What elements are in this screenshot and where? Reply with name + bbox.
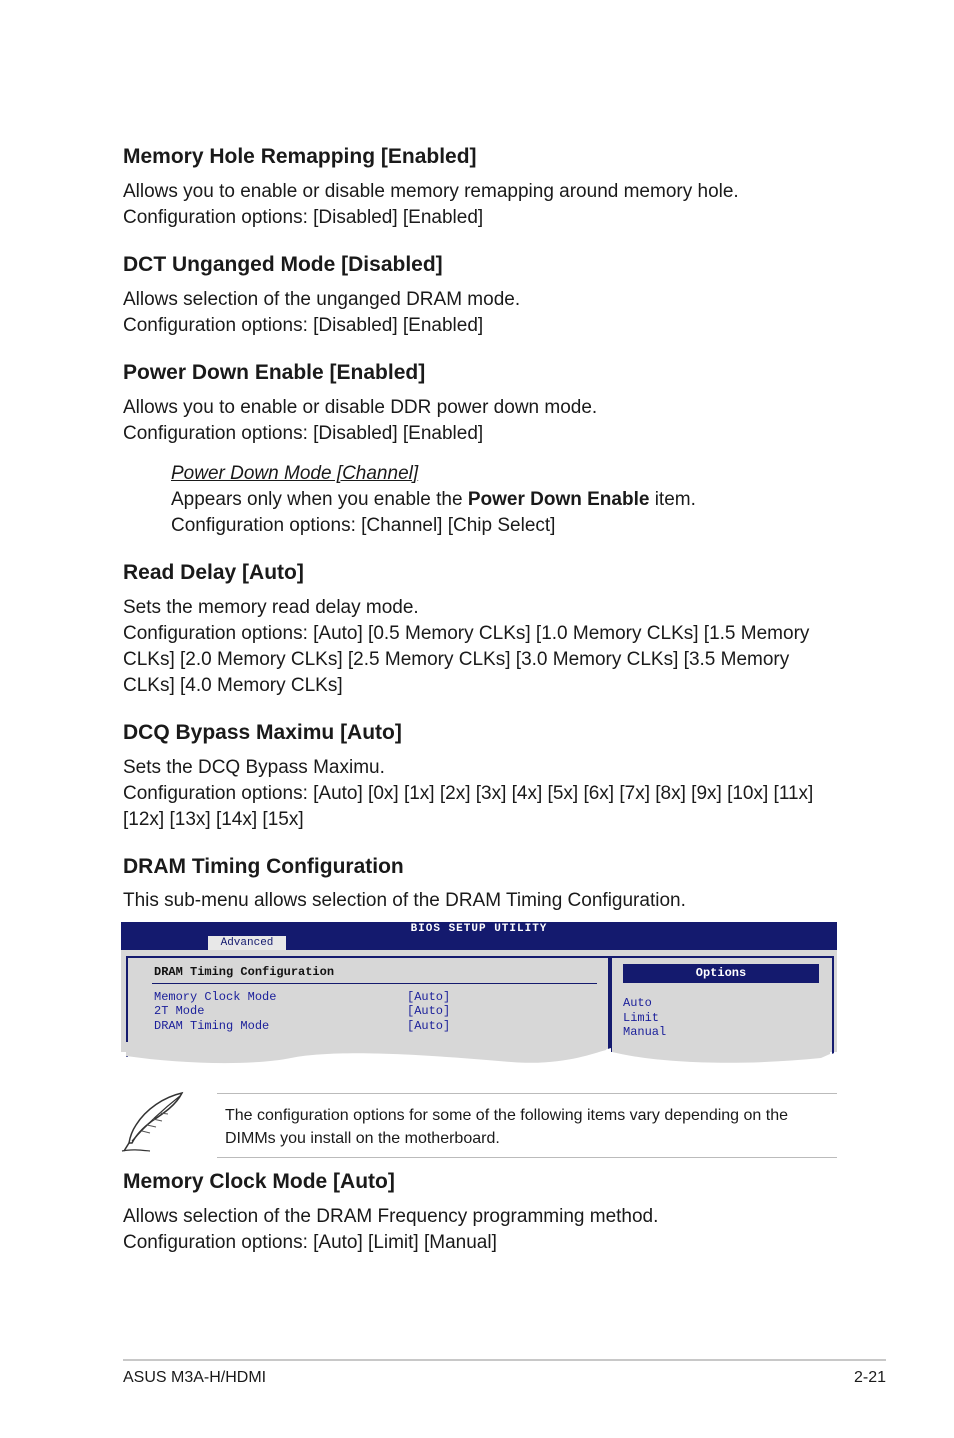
footer-rule bbox=[123, 1359, 886, 1361]
bios-title-bar bbox=[121, 922, 837, 950]
bios-item-memory-clock-mode[interactable]: Memory Clock Mode bbox=[154, 990, 277, 1004]
note-text bbox=[225, 1104, 788, 1150]
bios-item-value[interactable]: [Auto] bbox=[407, 990, 451, 1004]
paragraph-text: Sets the memory read delay mode. bbox=[123, 597, 419, 618]
bios-title: BIOS SETUP UTILITY bbox=[410, 923, 548, 935]
feather-pen-icon bbox=[120, 1091, 186, 1153]
bold-text-run: Power Down Enable bbox=[467, 489, 650, 510]
paragraph-text: Configuration options: [Auto] [0.5 Memory CLKs] [1.0 Memory CLKs] [1.5 Memory bbox=[123, 623, 810, 644]
paragraph-text: Allows you to enable or disable DDR power down mode. bbox=[123, 397, 598, 418]
paragraph-text: Configuration options: [Auto] [Limit] [Manual] bbox=[123, 1232, 497, 1253]
paragraph-text: This sub-menu allows selection of the DRAM Timing Configuration. bbox=[123, 890, 686, 911]
paragraph-text: CLKs] [2.0 Memory CLKs] [2.5 Memory CLKs] [3.0 Memory CLKs] [3.5 Memory bbox=[123, 649, 790, 670]
paragraph-text: CLKs] [4.0 Memory CLKs] bbox=[123, 675, 343, 696]
paragraph-text: Configuration options: [Channel] [Chip Select] bbox=[171, 515, 556, 536]
note-line-2: DIMMs you install on the motherboard. bbox=[225, 1130, 500, 1147]
paragraph-text: Configuration options: [Disabled] [Enabled] bbox=[123, 423, 484, 444]
bios-tab-advanced[interactable]: Advanced bbox=[208, 936, 286, 950]
paragraph-text bbox=[171, 487, 696, 513]
heading-dcq-bypass-maximu: DCQ Bypass Maximu [Auto] bbox=[123, 721, 402, 744]
text-run: Appears only when you enable the bbox=[171, 489, 468, 510]
paragraph-text: Sets the DCQ Bypass Maximu. bbox=[123, 757, 385, 778]
torn-edge-graphic bbox=[121, 1042, 837, 1082]
paragraph-text: Configuration options: [Disabled] [Enabled] bbox=[123, 207, 484, 228]
bios-item-value[interactable]: [Auto] bbox=[407, 1019, 451, 1033]
paragraph-text: [12x] [13x] [14x] [15x] bbox=[123, 809, 304, 830]
bios-item-2t-mode[interactable]: 2T Mode bbox=[154, 1004, 205, 1018]
heading-read-delay: Read Delay [Auto] bbox=[123, 561, 304, 584]
page-number: 2-21 bbox=[853, 1369, 886, 1386]
heading-dram-timing-configuration: DRAM Timing Configuration bbox=[123, 855, 404, 878]
paragraph-text: Configuration options: [Auto] [0x] [1x] [2x] [3x] [4x] [5x] [6x] [7x] [8x] [9x] [10x] [11x] bbox=[123, 783, 814, 804]
bios-item-dram-timing-mode[interactable]: DRAM Timing Mode bbox=[154, 1019, 270, 1033]
text-run: item. bbox=[649, 489, 696, 510]
bios-screenshot bbox=[121, 922, 837, 1082]
paragraph-text: Configuration options: [Disabled] [Enabled] bbox=[123, 315, 484, 336]
bios-panel-title: DRAM Timing Configuration bbox=[154, 965, 335, 979]
note-divider-bottom bbox=[217, 1157, 837, 1158]
heading-dct-unganged-mode: DCT Unganged Mode [Disabled] bbox=[123, 253, 443, 276]
bios-options-header: Options bbox=[623, 964, 819, 983]
bios-option-manual[interactable]: Manual bbox=[623, 1025, 667, 1039]
paragraph-text: Allows you to enable or disable memory remapping around memory hole. bbox=[123, 181, 739, 202]
bios-divider bbox=[152, 983, 597, 984]
subheading-power-down-mode: Power Down Mode [Channel] bbox=[171, 463, 419, 484]
note-divider-top bbox=[217, 1093, 837, 1094]
paragraph-text: Allows selection of the unganged DRAM mode. bbox=[123, 289, 521, 310]
bios-item-value[interactable]: [Auto] bbox=[407, 1004, 451, 1018]
paragraph-text: Allows selection of the DRAM Frequency programming method. bbox=[123, 1206, 659, 1227]
heading-memory-clock-mode: Memory Clock Mode [Auto] bbox=[123, 1170, 395, 1193]
heading-power-down-enable: Power Down Enable [Enabled] bbox=[123, 361, 426, 384]
note-line-1: The configuration options for some of the following items vary depending on the bbox=[225, 1107, 788, 1124]
footer-product-name: ASUS M3A-H/HDMI bbox=[123, 1369, 267, 1386]
heading-memory-hole-remapping: Memory Hole Remapping [Enabled] bbox=[123, 145, 477, 168]
bios-option-limit[interactable]: Limit bbox=[623, 1011, 660, 1025]
bios-option-auto[interactable]: Auto bbox=[623, 996, 652, 1010]
